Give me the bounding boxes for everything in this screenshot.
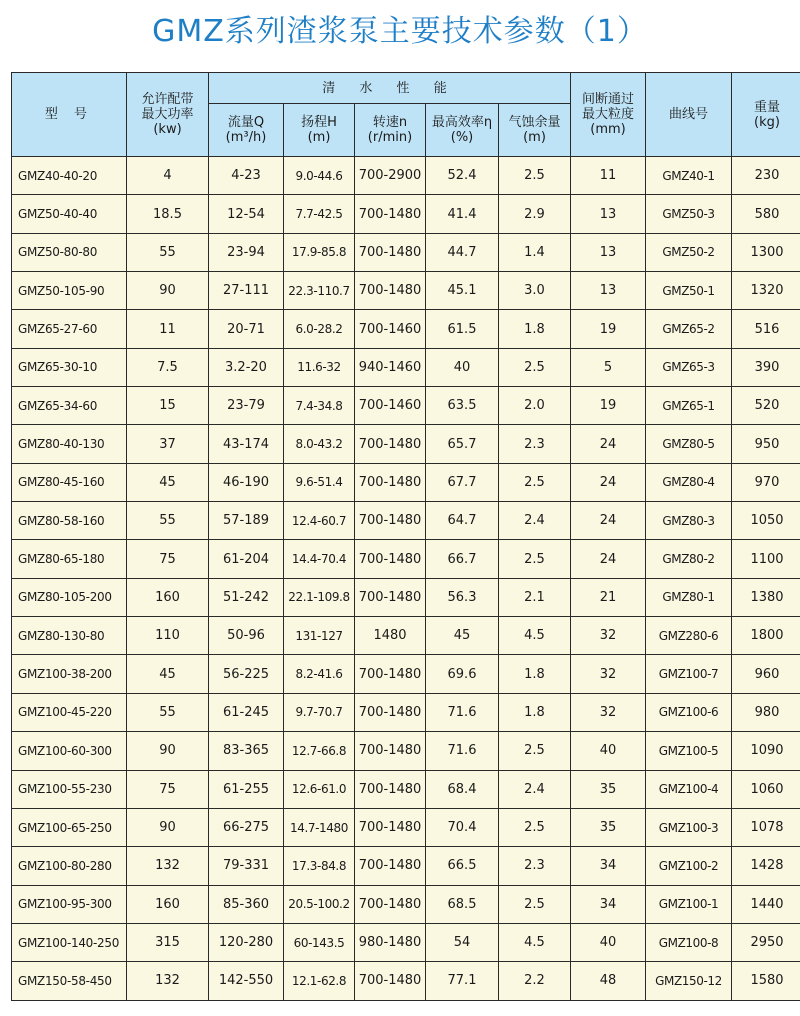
power-cell: 4 (127, 157, 209, 195)
npsh-cell: 1.8 (499, 310, 571, 348)
efficiency-cell: 68.4 (426, 770, 499, 808)
model-cell: GMZ50-80-80 (12, 233, 127, 271)
flow-cell: 43-174 (209, 425, 284, 463)
power-cell: 160 (127, 885, 209, 923)
weight-cell: 1320 (732, 272, 800, 310)
efficiency-cell: 69.6 (426, 655, 499, 693)
flow-cell: 46-190 (209, 463, 284, 501)
flow-cell: 27-111 (209, 272, 284, 310)
curve-cell: GMZ100-4 (646, 770, 732, 808)
header-speed: 转速n (r/min) (355, 104, 426, 157)
head-cell: 131-127 (284, 617, 355, 655)
header-head: 扬程H (m) (284, 104, 355, 157)
head-cell: 14.7-1480 (284, 808, 355, 846)
curve-cell: GMZ65-3 (646, 348, 732, 386)
npsh-cell: 4.5 (499, 923, 571, 961)
flow-cell: 61-245 (209, 693, 284, 731)
power-cell: 55 (127, 502, 209, 540)
weight-cell: 980 (732, 693, 800, 731)
curve-cell: GMZ50-1 (646, 272, 732, 310)
table-row (12, 463, 800, 501)
spec-table (11, 72, 800, 1001)
speed-cell: 700-1480 (355, 770, 426, 808)
speed-cell: 700-1480 (355, 272, 426, 310)
efficiency-cell: 71.6 (426, 693, 499, 731)
curve-cell: GMZ40-1 (646, 157, 732, 195)
model-cell: GMZ150-58-450 (12, 962, 127, 1000)
flow-cell: 57-189 (209, 502, 284, 540)
flow-cell: 83-365 (209, 732, 284, 770)
curve-cell: GMZ100-6 (646, 693, 732, 731)
speed-cell: 980-1480 (355, 923, 426, 961)
efficiency-cell: 71.6 (426, 732, 499, 770)
efficiency-cell: 45.1 (426, 272, 499, 310)
header-power: 允许配带 最大功率 (kw) (127, 73, 209, 157)
weight-cell: 1380 (732, 578, 800, 616)
model-cell: GMZ80-58-160 (12, 502, 127, 540)
curve-cell: GMZ50-3 (646, 195, 732, 233)
speed-cell: 700-1460 (355, 387, 426, 425)
speed-cell: 700-1480 (355, 962, 426, 1000)
npsh-cell: 1.8 (499, 693, 571, 731)
flow-cell: 61-204 (209, 540, 284, 578)
table-row (12, 962, 800, 1000)
npsh-cell: 1.8 (499, 655, 571, 693)
curve-cell: GMZ100-3 (646, 808, 732, 846)
head-cell: 12.7-66.8 (284, 732, 355, 770)
weight-cell: 1800 (732, 617, 800, 655)
power-cell: 90 (127, 808, 209, 846)
particle-cell: 40 (571, 923, 646, 961)
speed-cell: 700-1480 (355, 425, 426, 463)
speed-cell: 700-1480 (355, 655, 426, 693)
npsh-cell: 2.1 (499, 578, 571, 616)
flow-cell: 79-331 (209, 847, 284, 885)
model-cell: GMZ100-80-280 (12, 847, 127, 885)
npsh-cell: 2.0 (499, 387, 571, 425)
npsh-cell: 3.0 (499, 272, 571, 310)
curve-cell: GMZ100-7 (646, 655, 732, 693)
power-cell: 37 (127, 425, 209, 463)
curve-cell: GMZ80-3 (646, 502, 732, 540)
speed-cell: 700-1480 (355, 808, 426, 846)
efficiency-cell: 56.3 (426, 578, 499, 616)
model-cell: GMZ100-45-220 (12, 693, 127, 731)
npsh-cell: 2.5 (499, 732, 571, 770)
head-cell: 12.1-62.8 (284, 962, 355, 1000)
head-cell: 60-143.5 (284, 923, 355, 961)
speed-cell: 700-1480 (355, 233, 426, 271)
head-cell: 9.6-51.4 (284, 463, 355, 501)
weight-cell: 2950 (732, 923, 800, 961)
table-row (12, 540, 800, 578)
table-row (12, 310, 800, 348)
model-cell: GMZ100-65-250 (12, 808, 127, 846)
weight-cell: 1078 (732, 808, 800, 846)
npsh-cell: 2.4 (499, 770, 571, 808)
weight-cell: 390 (732, 348, 800, 386)
particle-cell: 11 (571, 157, 646, 195)
particle-cell: 34 (571, 885, 646, 923)
speed-cell: 700-1480 (355, 885, 426, 923)
npsh-cell: 2.4 (499, 502, 571, 540)
power-cell: 45 (127, 655, 209, 693)
curve-cell: GMZ280-6 (646, 617, 732, 655)
header-clear-water: 清 水 性 能 (209, 73, 571, 104)
model-cell: GMZ100-38-200 (12, 655, 127, 693)
speed-cell: 700-1480 (355, 693, 426, 731)
head-cell: 22.3-110.7 (284, 272, 355, 310)
power-cell: 7.5 (127, 348, 209, 386)
curve-cell: GMZ65-1 (646, 387, 732, 425)
model-cell: GMZ80-45-160 (12, 463, 127, 501)
npsh-cell: 2.5 (499, 463, 571, 501)
head-cell: 7.4-34.8 (284, 387, 355, 425)
weight-cell: 1060 (732, 770, 800, 808)
weight-cell: 580 (732, 195, 800, 233)
header-weight: 重量 (kg) (732, 73, 800, 157)
efficiency-cell: 44.7 (426, 233, 499, 271)
particle-cell: 35 (571, 770, 646, 808)
head-cell: 7.7-42.5 (284, 195, 355, 233)
curve-cell: GMZ80-2 (646, 540, 732, 578)
table-row (12, 272, 800, 310)
curve-cell: GMZ100-2 (646, 847, 732, 885)
power-cell: 45 (127, 463, 209, 501)
model-cell: GMZ80-65-180 (12, 540, 127, 578)
particle-cell: 32 (571, 617, 646, 655)
flow-cell: 142-550 (209, 962, 284, 1000)
table-row (12, 157, 800, 195)
speed-cell: 700-1480 (355, 578, 426, 616)
head-cell: 17.3-84.8 (284, 847, 355, 885)
speed-cell: 700-1460 (355, 310, 426, 348)
weight-cell: 1090 (732, 732, 800, 770)
speed-cell: 700-1480 (355, 195, 426, 233)
head-cell: 12.4-60.7 (284, 502, 355, 540)
efficiency-cell: 66.5 (426, 847, 499, 885)
npsh-cell: 4.5 (499, 617, 571, 655)
power-cell: 160 (127, 578, 209, 616)
header-model: 型 号 (12, 73, 127, 157)
particle-cell: 24 (571, 425, 646, 463)
speed-cell: 700-1480 (355, 847, 426, 885)
head-cell: 20.5-100.2 (284, 885, 355, 923)
head-cell: 6.0-28.2 (284, 310, 355, 348)
table-row (12, 578, 800, 616)
model-cell: GMZ100-55-230 (12, 770, 127, 808)
head-cell: 8.2-41.6 (284, 655, 355, 693)
model-cell: GMZ80-130-80 (12, 617, 127, 655)
model-cell: GMZ100-140-250 (12, 923, 127, 961)
header-curve: 曲线号 (646, 73, 732, 157)
weight-cell: 1580 (732, 962, 800, 1000)
particle-cell: 13 (571, 272, 646, 310)
efficiency-cell: 65.7 (426, 425, 499, 463)
head-cell: 8.0-43.2 (284, 425, 355, 463)
weight-cell: 960 (732, 655, 800, 693)
table-row (12, 732, 800, 770)
table-row (12, 387, 800, 425)
speed-cell: 700-1480 (355, 463, 426, 501)
power-cell: 75 (127, 770, 209, 808)
head-cell: 12.6-61.0 (284, 770, 355, 808)
flow-cell: 23-79 (209, 387, 284, 425)
weight-cell: 1300 (732, 233, 800, 271)
power-cell: 55 (127, 233, 209, 271)
head-cell: 17.9-85.8 (284, 233, 355, 271)
header-flow: 流量Q (m³/h) (209, 104, 284, 157)
flow-cell: 12-54 (209, 195, 284, 233)
curve-cell: GMZ100-1 (646, 885, 732, 923)
speed-cell: 700-1480 (355, 502, 426, 540)
curve-cell: GMZ80-4 (646, 463, 732, 501)
model-cell: GMZ100-95-300 (12, 885, 127, 923)
efficiency-cell: 61.5 (426, 310, 499, 348)
flow-cell: 20-71 (209, 310, 284, 348)
particle-cell: 24 (571, 540, 646, 578)
head-cell: 9.0-44.6 (284, 157, 355, 195)
particle-cell: 35 (571, 808, 646, 846)
power-cell: 55 (127, 693, 209, 731)
model-cell: GMZ50-105-90 (12, 272, 127, 310)
particle-cell: 21 (571, 578, 646, 616)
table-row (12, 770, 800, 808)
flow-cell: 66-275 (209, 808, 284, 846)
efficiency-cell: 52.4 (426, 157, 499, 195)
speed-cell: 940-1460 (355, 348, 426, 386)
header-efficiency: 最高效率η (%) (426, 104, 499, 157)
table-row (12, 885, 800, 923)
head-cell: 22.1-109.8 (284, 578, 355, 616)
model-cell: GMZ40-40-20 (12, 157, 127, 195)
particle-cell: 40 (571, 732, 646, 770)
flow-cell: 85-360 (209, 885, 284, 923)
npsh-cell: 2.9 (499, 195, 571, 233)
table-row (12, 923, 800, 961)
table-row (12, 502, 800, 540)
model-cell: GMZ80-40-130 (12, 425, 127, 463)
curve-cell: GMZ65-2 (646, 310, 732, 348)
table-row (12, 693, 800, 731)
model-cell: GMZ50-40-40 (12, 195, 127, 233)
flow-cell: 61-255 (209, 770, 284, 808)
power-cell: 132 (127, 847, 209, 885)
npsh-cell: 2.5 (499, 885, 571, 923)
weight-cell: 230 (732, 157, 800, 195)
flow-cell: 120-280 (209, 923, 284, 961)
efficiency-cell: 67.7 (426, 463, 499, 501)
power-cell: 90 (127, 272, 209, 310)
efficiency-cell: 68.5 (426, 885, 499, 923)
efficiency-cell: 70.4 (426, 808, 499, 846)
flow-cell: 4-23 (209, 157, 284, 195)
curve-cell: GMZ50-2 (646, 233, 732, 271)
curve-cell: GMZ100-5 (646, 732, 732, 770)
npsh-cell: 2.3 (499, 847, 571, 885)
weight-cell: 1050 (732, 502, 800, 540)
table-body (12, 157, 800, 1001)
weight-cell: 970 (732, 463, 800, 501)
particle-cell: 19 (571, 310, 646, 348)
power-cell: 315 (127, 923, 209, 961)
head-cell: 14.4-70.4 (284, 540, 355, 578)
weight-cell: 1100 (732, 540, 800, 578)
npsh-cell: 2.3 (499, 425, 571, 463)
npsh-cell: 2.5 (499, 157, 571, 195)
efficiency-cell: 63.5 (426, 387, 499, 425)
weight-cell: 950 (732, 425, 800, 463)
flow-cell: 3.2-20 (209, 348, 284, 386)
curve-cell: GMZ80-1 (646, 578, 732, 616)
table-row (12, 655, 800, 693)
power-cell: 90 (127, 732, 209, 770)
particle-cell: 32 (571, 693, 646, 731)
efficiency-cell: 40 (426, 348, 499, 386)
efficiency-cell: 77.1 (426, 962, 499, 1000)
table-row (12, 195, 800, 233)
curve-cell: GMZ100-8 (646, 923, 732, 961)
flow-cell: 51-242 (209, 578, 284, 616)
npsh-cell: 2.5 (499, 540, 571, 578)
weight-cell: 1440 (732, 885, 800, 923)
model-cell: GMZ65-27-60 (12, 310, 127, 348)
page-title: GMZ系列渣浆泵主要技术参数（1） (152, 14, 648, 49)
speed-cell: 1480 (355, 617, 426, 655)
speed-cell: 700-1480 (355, 732, 426, 770)
npsh-cell: 2.5 (499, 808, 571, 846)
efficiency-cell: 54 (426, 923, 499, 961)
table-row (12, 348, 800, 386)
weight-cell: 516 (732, 310, 800, 348)
efficiency-cell: 66.7 (426, 540, 499, 578)
power-cell: 75 (127, 540, 209, 578)
efficiency-cell: 64.7 (426, 502, 499, 540)
efficiency-cell: 41.4 (426, 195, 499, 233)
power-cell: 132 (127, 962, 209, 1000)
particle-cell: 13 (571, 233, 646, 271)
particle-cell: 5 (571, 348, 646, 386)
npsh-cell: 2.5 (499, 348, 571, 386)
speed-cell: 700-2900 (355, 157, 426, 195)
model-cell: GMZ65-34-60 (12, 387, 127, 425)
table-row (12, 847, 800, 885)
head-cell: 11.6-32 (284, 348, 355, 386)
header-npsh: 气蚀余量 (m) (499, 104, 571, 157)
model-cell: GMZ100-60-300 (12, 732, 127, 770)
flow-cell: 23-94 (209, 233, 284, 271)
speed-cell: 700-1480 (355, 540, 426, 578)
flow-cell: 56-225 (209, 655, 284, 693)
particle-cell: 48 (571, 962, 646, 1000)
curve-cell: GMZ150-12 (646, 962, 732, 1000)
npsh-cell: 2.2 (499, 962, 571, 1000)
power-cell: 15 (127, 387, 209, 425)
power-cell: 110 (127, 617, 209, 655)
header-particle: 间断通过 最大粒度 (mm) (571, 73, 646, 157)
particle-cell: 32 (571, 655, 646, 693)
particle-cell: 24 (571, 502, 646, 540)
power-cell: 18.5 (127, 195, 209, 233)
flow-cell: 50-96 (209, 617, 284, 655)
weight-cell: 1428 (732, 847, 800, 885)
weight-cell: 520 (732, 387, 800, 425)
npsh-cell: 1.4 (499, 233, 571, 271)
efficiency-cell: 45 (426, 617, 499, 655)
table-row (12, 617, 800, 655)
particle-cell: 19 (571, 387, 646, 425)
head-cell: 9.7-70.7 (284, 693, 355, 731)
power-cell: 11 (127, 310, 209, 348)
table-row (12, 808, 800, 846)
table-row (12, 233, 800, 271)
particle-cell: 13 (571, 195, 646, 233)
particle-cell: 24 (571, 463, 646, 501)
particle-cell: 34 (571, 847, 646, 885)
model-cell: GMZ80-105-200 (12, 578, 127, 616)
model-cell: GMZ65-30-10 (12, 348, 127, 386)
table-row (12, 425, 800, 463)
curve-cell: GMZ80-5 (646, 425, 732, 463)
